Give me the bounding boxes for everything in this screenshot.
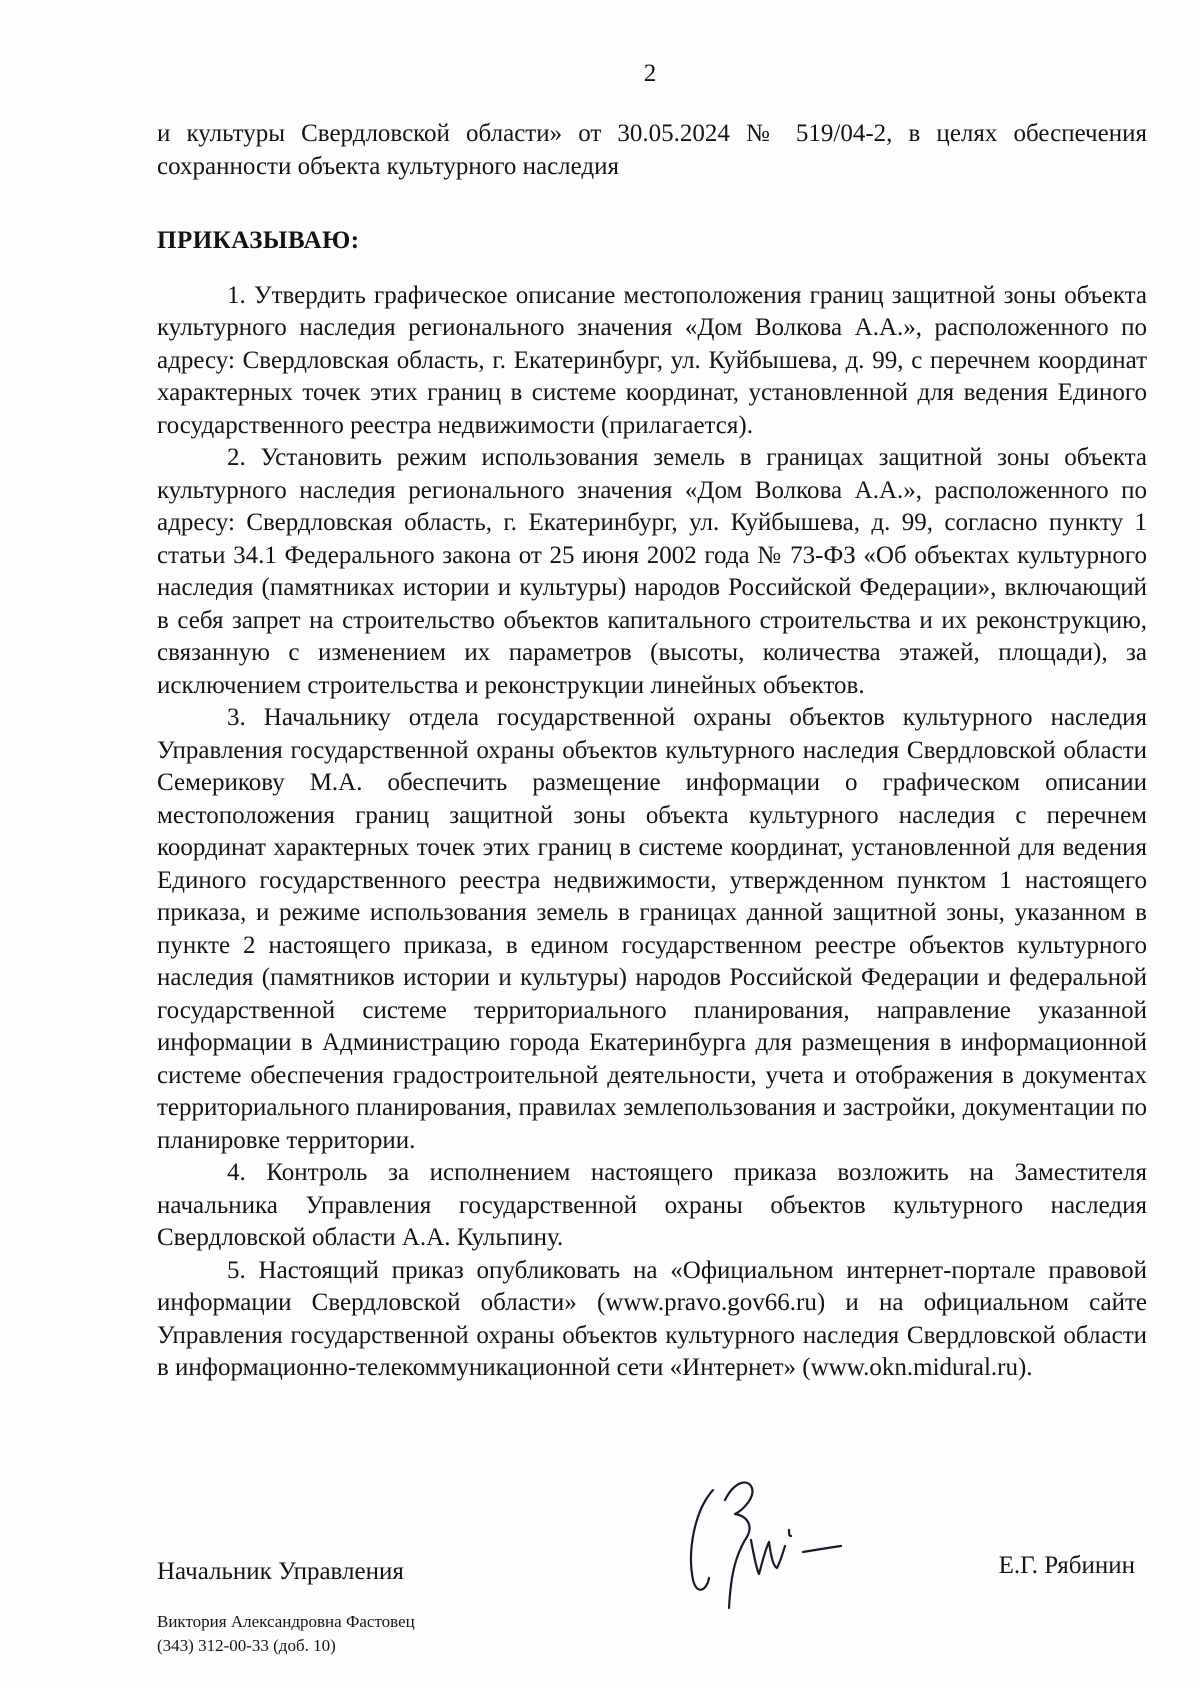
- signer-title: Начальник Управления: [157, 1558, 404, 1585]
- signature-block: [157, 1552, 1147, 1598]
- executor-info: [157, 1610, 415, 1658]
- order-item-5: 5. Настоящий приказ опубликовать на «Официальном интернет-портале правовой информации Свердловской области» (www.pravo.gov66.ru) и на официальном сайте Управления государственной охраны объектов культурного наследия Свердловской области в информационно-телекоммуникационной сети «Интернет» (www.okn.midural.ru).: [157, 1256, 1147, 1381]
- page-number: 2: [643, 60, 657, 87]
- document-body: [157, 118, 1147, 1385]
- order-heading: ПРИКАЗЫВАЮ:: [157, 227, 360, 254]
- executor-phone: (343) 312-00-33 (доб. 10): [157, 1636, 336, 1655]
- order-item-2: 2. Установить режим использования земель в границах защитной зоны объекта культурного наследия регионального значения «Дом Волкова А.А.», расположенного по адресу: Свердловская область, г. Екатеринбург, ул. Куйбышева, д. 99, согласно пункту 1 статьи 34.1 Федерального закона от 25 июня 2002 года № 73-ФЗ «Об объектах культурного наследия (памятниках истории и культуры) народов Российской Федерации», включающий в себя запрет на строительство объектов капитального строительства и их реконструкцию, связанную с изменением их параметров (высоты, количества этажей, площади), за исключением строительства и реконструкции линейных объектов.: [157, 444, 1147, 699]
- order-item-4: 4. Контроль за исполнением настоящего приказа возложить на Заместителя начальника Управления государственной охраны объектов культурного наследия Свердловской области А.А. Кульпину.: [157, 1159, 1147, 1251]
- intro-paragraph: и культуры Свердловской области» от 30.05.2024 № 519/04-2, в целях обеспечения сохранности объекта культурного наследия: [157, 120, 1147, 180]
- order-item-3: 3. Начальнику отдела государственной охраны объектов культурного наследия Управления государственной охраны объектов культурного наследия Свердловской области Семерикову М.А. обеспечить размещение информации о графическом описании местоположения границ защитной зоны объекта культурного наследия с перечнем координат характерных точек этих границ в системе координат, установленной для ведения Единого государственного реестра недвижимости, утвержденном пунктом 1 настоящего приказа, и режиме использования земель в границах данной защитной зоны, указанном в пункте 2 настоящего приказа, в едином государственном реестре объектов культурного наследия (памятников истории и культуры) народов Российской Федерации и федеральной государственной системе территориального планирования, направление указанной информации в Администрацию города Екатеринбурга для размещения в информационной системе обеспечения градостроительной деятельности, учета и отображения в документах территориального планирования, правилах землепользования и застройки, документации по планировке территории.: [157, 704, 1147, 1154]
- executor-name: Виктория Александровна Фастовец: [157, 1612, 415, 1631]
- order-item-1: 1. Утвердить графическое описание местоположения границ защитной зоны объекта культурного наследия регионального значения «Дом Волкова А.А.», расположенного по адресу: Свердловская область, г. Екатеринбург, ул. Куйбышева, д. 99, с перечнем координат характерных точек этих границ в системе координат, установленной для ведения Единого государственного реестра недвижимости (прилагается).: [157, 281, 1147, 439]
- signer-name: Е.Г. Рябинин: [998, 1552, 1135, 1579]
